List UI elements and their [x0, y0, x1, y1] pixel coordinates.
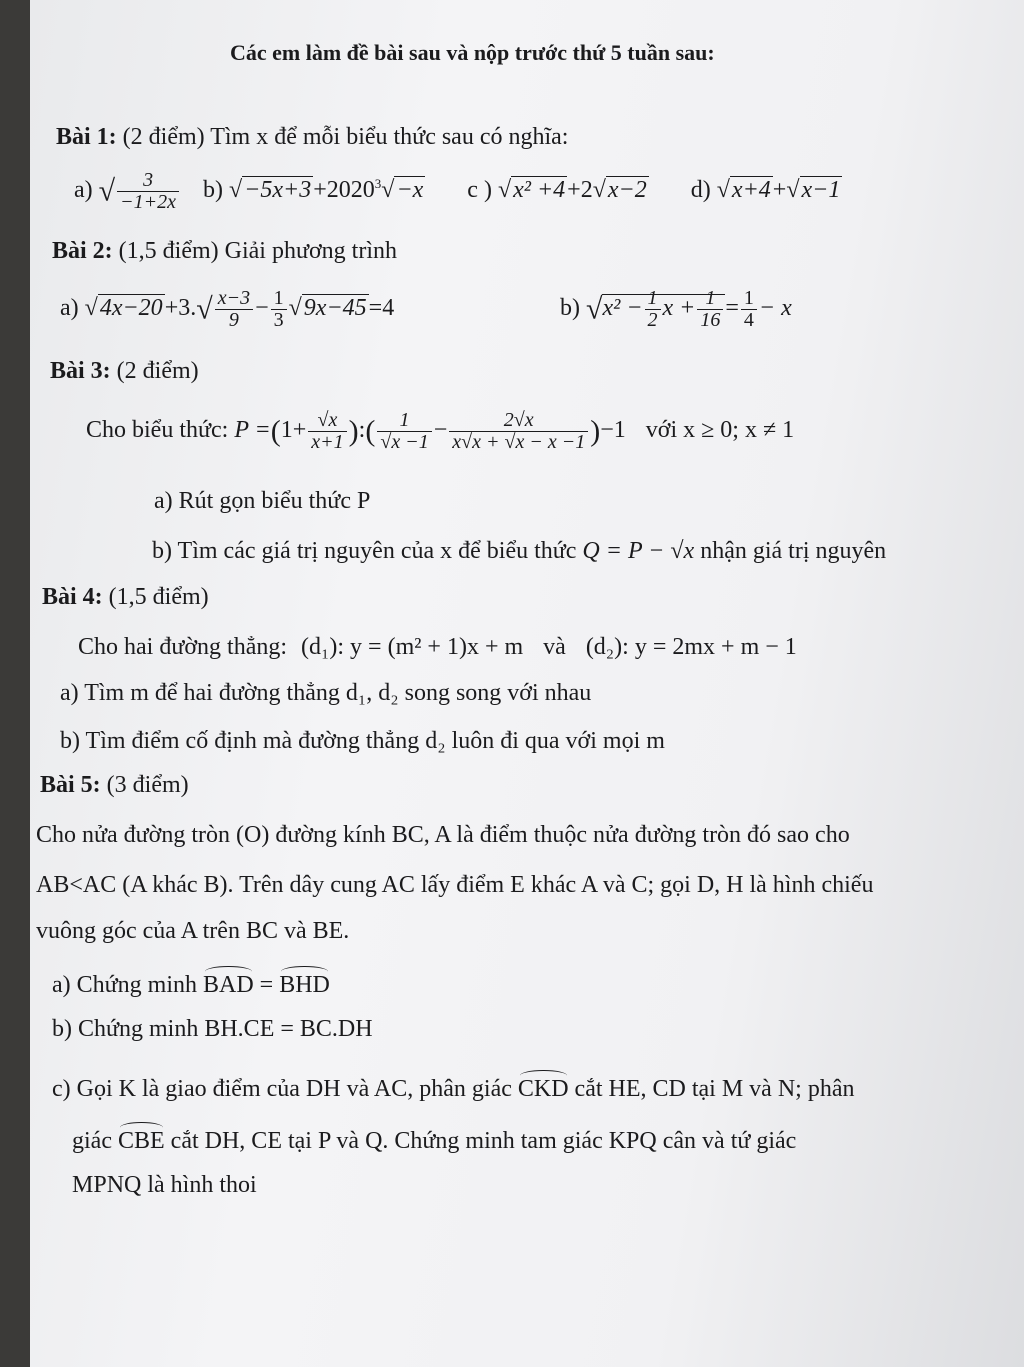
- bai4-desc: (1,5 điểm): [108, 584, 209, 610]
- bai3-qb-post: nhận giá trị nguyên: [700, 538, 887, 564]
- bai2-a-sqrt2: √9x−45: [288, 295, 367, 322]
- bai1-b-label: b): [203, 177, 223, 204]
- bai3-expression: Cho biểu thức: P =(1+ $\frac{√x}{x+1}$ ):( $\frac{1}{√x -1}$ − $\frac{2√x}{x√x + √x - x -1}$ )−1 với x ≥ 0; x ≠ 1: [86, 409, 795, 453]
- bai5-paragraph-3: vuông góc của A trên BC và BE.: [36, 918, 350, 944]
- bai3-question-a: a) Rút gọn biểu thức P: [154, 488, 371, 514]
- bai1-b-rest: +2020: [313, 177, 375, 204]
- bai4-d1: (d₁): y = (m² + 1)x + m: [301, 634, 524, 660]
- bai4-title: Bài 4:: [42, 584, 103, 610]
- bai1-a-label: a): [74, 177, 93, 204]
- bai5-qa-arc2: BHD: [279, 966, 330, 999]
- bai5-title: Bài 5:: [40, 772, 101, 798]
- bai3-qb-pre: b) Tìm các giá trị nguyên của x để biểu thức: [152, 538, 577, 564]
- paper-sheet: [30, 0, 1024, 1367]
- bai5-qc1-pre: c) Gọi K là giao điểm của DH và AC, phân giác: [52, 1076, 512, 1102]
- bai1-b-cbrt: √−x: [381, 177, 424, 204]
- bai4-question-b: b) Tìm điểm cố định mà đường thẳng d₂ luôn đi qua với mọi m: [60, 728, 665, 754]
- bai4-question-a: a) Tìm m để hai đường thẳng d₁, d₂ song song với nhau: [60, 680, 592, 706]
- bai1-d-plus: +: [772, 177, 787, 204]
- bai5-qc2-post: cắt DH, CE tại P và Q. Chứng minh tam giác KPQ cân và tứ giác: [170, 1128, 797, 1154]
- bai5-paragraph-2: AB<AC (A khác B). Trên dây cung AC lấy điểm E khác A và C; gọi D, H là hình chiếu: [36, 872, 874, 898]
- bai5-question-c-line2: [72, 1122, 796, 1155]
- bai3-tail: −1: [600, 417, 626, 444]
- bai1-c-mid: +2: [567, 177, 593, 204]
- bai4-heading: [42, 584, 209, 611]
- bai3-desc: (2 điểm): [116, 358, 199, 384]
- bai2-equation-a: a) √4x−20+3.√ $\frac{x-3}{9}$ − $\frac{1}{3}$ √9x−45=4: [60, 287, 395, 331]
- bai4-and: và: [543, 634, 566, 660]
- bai1-b-root-index: 3: [374, 176, 382, 192]
- bai2-equation-b: b) √x² − $\frac{1}{2}$ x + $\frac{1}{16}$ = $\frac{1}{4}$ − x: [560, 287, 792, 331]
- bai3-frac3: $\frac{2√x}{x√x + √x - x -1}$: [449, 410, 588, 453]
- page-title: Các em làm đề bài sau và nộp trước thứ 5 tuần sau:: [230, 40, 715, 65]
- bai5-heading: [40, 772, 189, 799]
- bai3-title: Bài 3:: [50, 358, 111, 384]
- bai2-a-label: a): [60, 295, 79, 322]
- bai3-frac1: $\frac{√x}{x+1}$: [308, 410, 346, 453]
- bai5-qa-arc1: BAD: [203, 966, 254, 999]
- bai5-qc2-arc: CBE: [118, 1122, 165, 1155]
- bai5-question-c-line1: [52, 1070, 854, 1103]
- bai5-qc1-post: cắt HE, CD tại M và N; phân: [574, 1076, 855, 1102]
- bai2-a-minus: −: [255, 295, 269, 322]
- bai2-a-frac2: $\frac{1}{3}$: [271, 288, 287, 331]
- bai1-c-sqrt1: √x² +4: [497, 177, 566, 204]
- bai4-lines: [78, 634, 797, 661]
- bai1-d-sqrt2: √x−1: [786, 177, 841, 204]
- bai3-question-b: [152, 538, 886, 565]
- bai1-heading: [56, 124, 568, 151]
- bai5-qa-pre: a) Chứng minh: [52, 972, 197, 998]
- bai4-d2: (d₂): y = 2mx + m − 1: [585, 634, 797, 660]
- bai2-b-eq: =: [725, 295, 739, 322]
- bai1-expressions: a) √ $\frac{3}{-1+2x}$ b) $√-5x+3+2020^3√-x$ c ) √x² +4+2√x−2 d) √x+4+√x−1: [74, 169, 841, 213]
- bai2-desc: (1,5 điểm) Giải phương trình: [118, 238, 397, 264]
- bai2-b-frac3: $\frac{1}{4}$: [741, 288, 757, 331]
- bai1-d-sqrt1: √x+4: [716, 177, 771, 204]
- bai2-b-label: b): [560, 295, 580, 322]
- bai2-a-mid: +3.: [164, 295, 197, 322]
- bai5-question-b: b) Chứng minh BH.CE = BC.DH: [52, 1016, 373, 1042]
- bai2-b-radicand: x² − $\frac{1}{2}$ x + $\frac{1}{16}$: [602, 294, 725, 321]
- bai1-a-fraction: $\frac{3}{-1+2x}$: [117, 170, 179, 213]
- bai5-qa-eq: =: [259, 972, 274, 998]
- bai3-intro: Cho biểu thức:: [86, 417, 229, 444]
- bai5-desc: (3 điểm): [106, 772, 189, 798]
- bai2-b-tail: − x: [758, 295, 792, 322]
- bai1-c-sqrt2: √x−2: [592, 177, 647, 204]
- bai2-a-frac1: $\frac{x-3}{9}$: [215, 288, 253, 331]
- bai2-a-eq: =4: [368, 295, 395, 322]
- bai3-condition: với x ≥ 0; x ≠ 1: [645, 417, 795, 444]
- bai3-heading: [50, 358, 199, 385]
- bai2-title: Bài 2:: [52, 238, 113, 264]
- bai3-p-eq: P =: [234, 417, 271, 444]
- bai5-qc1-arc: CKD: [518, 1070, 569, 1103]
- bai2-a-sqrt1: √4x−20: [84, 295, 163, 322]
- bai2-heading: [52, 238, 397, 265]
- bai1-b-sqrt: √−5x+3: [229, 177, 312, 204]
- bai1-desc: (2 điểm) Tìm x để mỗi biểu thức sau có nghĩa:: [122, 124, 569, 150]
- bai1-c-label: c ): [467, 177, 492, 204]
- bai5-question-a: [52, 966, 330, 999]
- bai1-title: Bài 1:: [56, 124, 117, 150]
- bai5-qc2-pre: giác: [72, 1128, 112, 1154]
- bai4-intro: Cho hai đường thẳng:: [78, 634, 288, 660]
- bai5-question-c-line3: MPNQ là hình thoi: [72, 1172, 257, 1198]
- bai3-qb-expr: Q = P − √x: [582, 538, 695, 564]
- bai5-paragraph-1: Cho nửa đường tròn (O) đường kính BC, A là điểm thuộc nửa đường tròn đó sao cho: [36, 822, 850, 848]
- bai3-frac2: $\frac{1}{√x -1}$: [377, 410, 431, 453]
- bai1-d-label: d): [690, 177, 711, 204]
